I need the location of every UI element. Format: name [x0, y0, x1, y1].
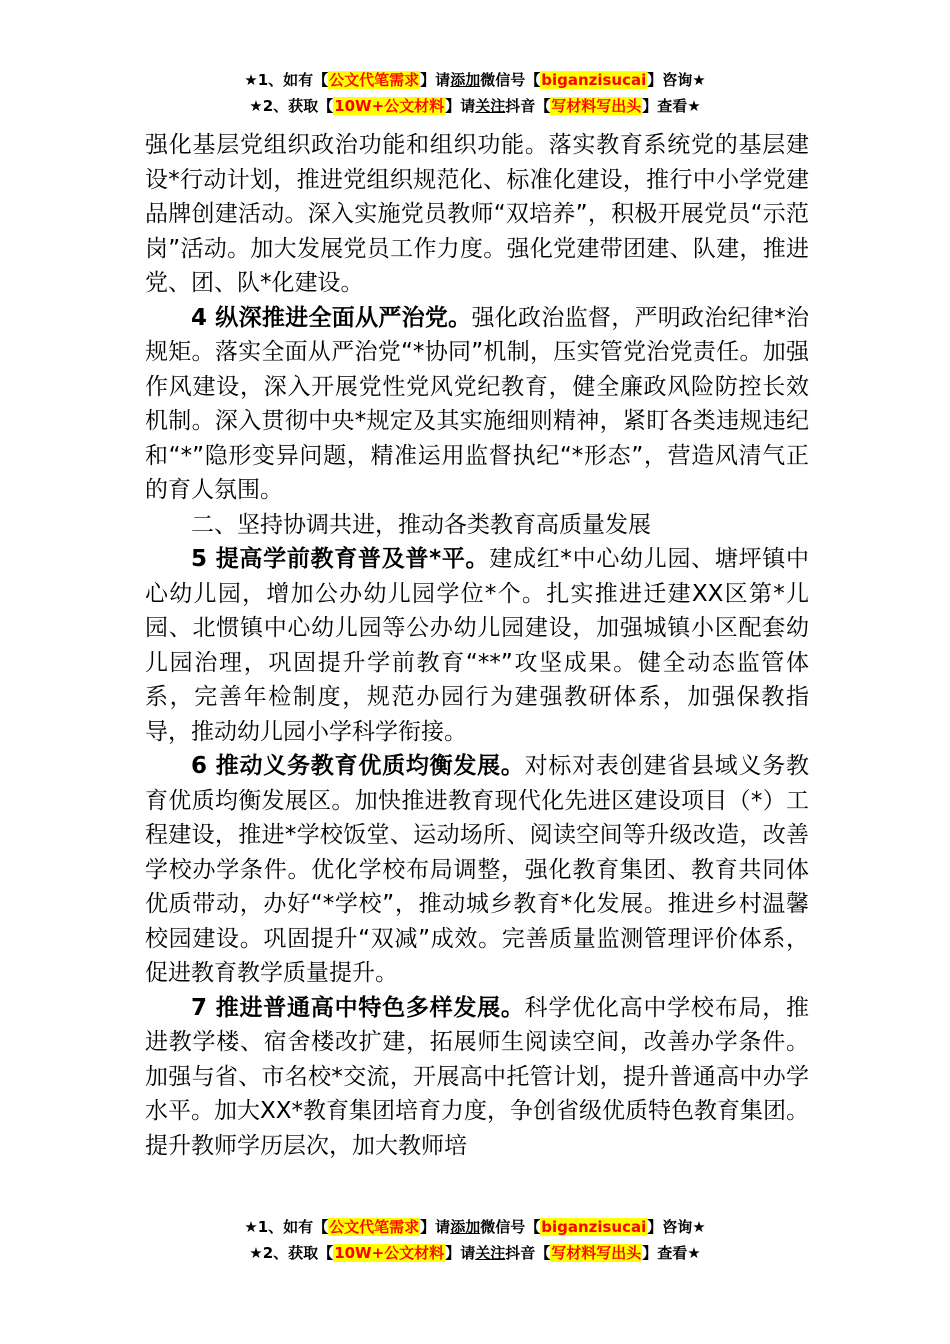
promo-text: 微信号【: [480, 1218, 541, 1236]
paragraph-text: 科学优化高中学校布局，推进教学楼、宿舍楼改扩建，拓展师生阅读空间，改善办学条件。加强与省、市名校*交流，开展高中托管计划，提升普通高中办学水平。加大XX*教育集团培育力度，争创省级优质特色教育集团。提升教师学历层次，加大教师培: [145, 994, 810, 1159]
paragraph-lead: 5 提高学前教育普及普*平。: [191, 546, 490, 572]
promo-text: 】查看★: [642, 97, 701, 115]
underlined-follow: 关注: [475, 97, 506, 115]
promo-text: 】请: [420, 1218, 451, 1236]
underlined-follow: 关注: [475, 1244, 506, 1262]
promo-line-1: [0, 1214, 950, 1240]
promo-line-1: [0, 67, 950, 93]
paragraph-text: 建成红*中心幼儿园、塘坪镇中心幼儿园，增加公办幼儿园学位*个。扎实推进迁建XX区第*儿园、北惯镇中心幼儿园等公办幼儿园建设，加强城镇小区配套幼儿园治理，巩固提升学前教育“**”攻坚成果。健全动态监管体系，完善年检制度，规范办园行为建强教研体系，加强保教指导，推动幼儿园小学科学衔接。: [145, 546, 809, 745]
promo-text: 】查看★: [642, 1244, 701, 1262]
highlight-wechat-id: biganzisucai: [541, 71, 647, 89]
promo-line-2: [0, 1240, 950, 1266]
promo-text: 】咨询★: [647, 71, 706, 89]
paragraph: [145, 749, 809, 991]
paragraph: [145, 991, 809, 1164]
promo-text: 】请: [445, 1244, 476, 1262]
paragraph-lead: 7 推进普通高中特色多样发展。: [191, 994, 525, 1021]
paragraph-text: 强化政治监督，严明政治纪律*治规矩。落实全面从严治党“*协同”机制，压实管党治党责任。加强作风建设，深入开展党性党风党纪教育，健全廉政风险防控长效机制。深入贯彻中央*规定及其实施细则精神，紧盯各类违规违纪和“*”隐形变异问题，精准运用监督执纪“*形态”，营造风清气正的育人氛围。: [145, 304, 809, 503]
document-body: [145, 128, 809, 1163]
underlined-add: 添加: [450, 71, 481, 89]
promo-text: 】咨询★: [647, 1218, 706, 1236]
promo-text: 抖音【: [505, 97, 551, 115]
underlined-add: 添加: [450, 1218, 481, 1236]
highlight-douyin-account: 写材料写出头: [551, 1244, 642, 1262]
promo-text: 抖音【: [505, 1244, 551, 1262]
paragraph-lead: 4 纵深推进全面从严治党。: [191, 304, 472, 331]
highlight-service: 公文代笔需求: [329, 1218, 420, 1236]
paragraph: [145, 542, 809, 749]
highlight-douyin-account: 写材料写出头: [551, 97, 642, 115]
promo-banner-bottom: [0, 1214, 950, 1266]
promo-text: ★2、获取【: [249, 97, 334, 115]
promo-banner-top: [0, 67, 950, 119]
promo-text: 】请: [445, 97, 476, 115]
highlight-wechat-id: biganzisucai: [541, 1218, 647, 1236]
paragraph-lead: 6 推动义务教育优质均衡发展。: [191, 753, 525, 779]
paragraph: 强化基层党组织政治功能和组织功能。落实教育系统党的基层建设*行动计划，推进党组织规范化、标准化建设，推行中小学党建品牌创建活动。深入实施党员教师“双培养”，积极开展党员“示范岗”活动。加大发展党员工作力度。强化党建带团建、队建，推进党、团、队*化建设。: [145, 132, 809, 296]
promo-line-2: [0, 93, 950, 119]
paragraph-text: 对标对表创建省县域义务教育优质均衡发展区。加快推进教育现代化先进区建设项目（*）工程建设，推进*学校饭堂、运动场所、阅读空间等升级改造，改善学校办学条件。优化学校布局调整，强化教育集团、教育共同体优质带动，办好“*学校”，推动城乡教育*化发展。推进乡村温馨校园建设。巩固提升“双减”成效。完善质量监测管理评价体系，促进教育教学质量提升。: [145, 753, 810, 986]
highlight-materials: 10W+公文材料: [334, 1244, 445, 1262]
highlight-materials: 10W+公文材料: [334, 97, 445, 115]
promo-text: 】请: [420, 71, 451, 89]
promo-text: ★2、获取【: [249, 1244, 334, 1262]
promo-text: 微信号【: [480, 71, 541, 89]
section-heading: 二、坚持协调共进，推动各类教育高质量发展: [191, 511, 651, 538]
promo-text: ★1、如有【: [244, 71, 329, 89]
paragraph: [145, 301, 809, 508]
promo-text: ★1、如有【: [244, 1218, 329, 1236]
highlight-service: 公文代笔需求: [329, 71, 420, 89]
